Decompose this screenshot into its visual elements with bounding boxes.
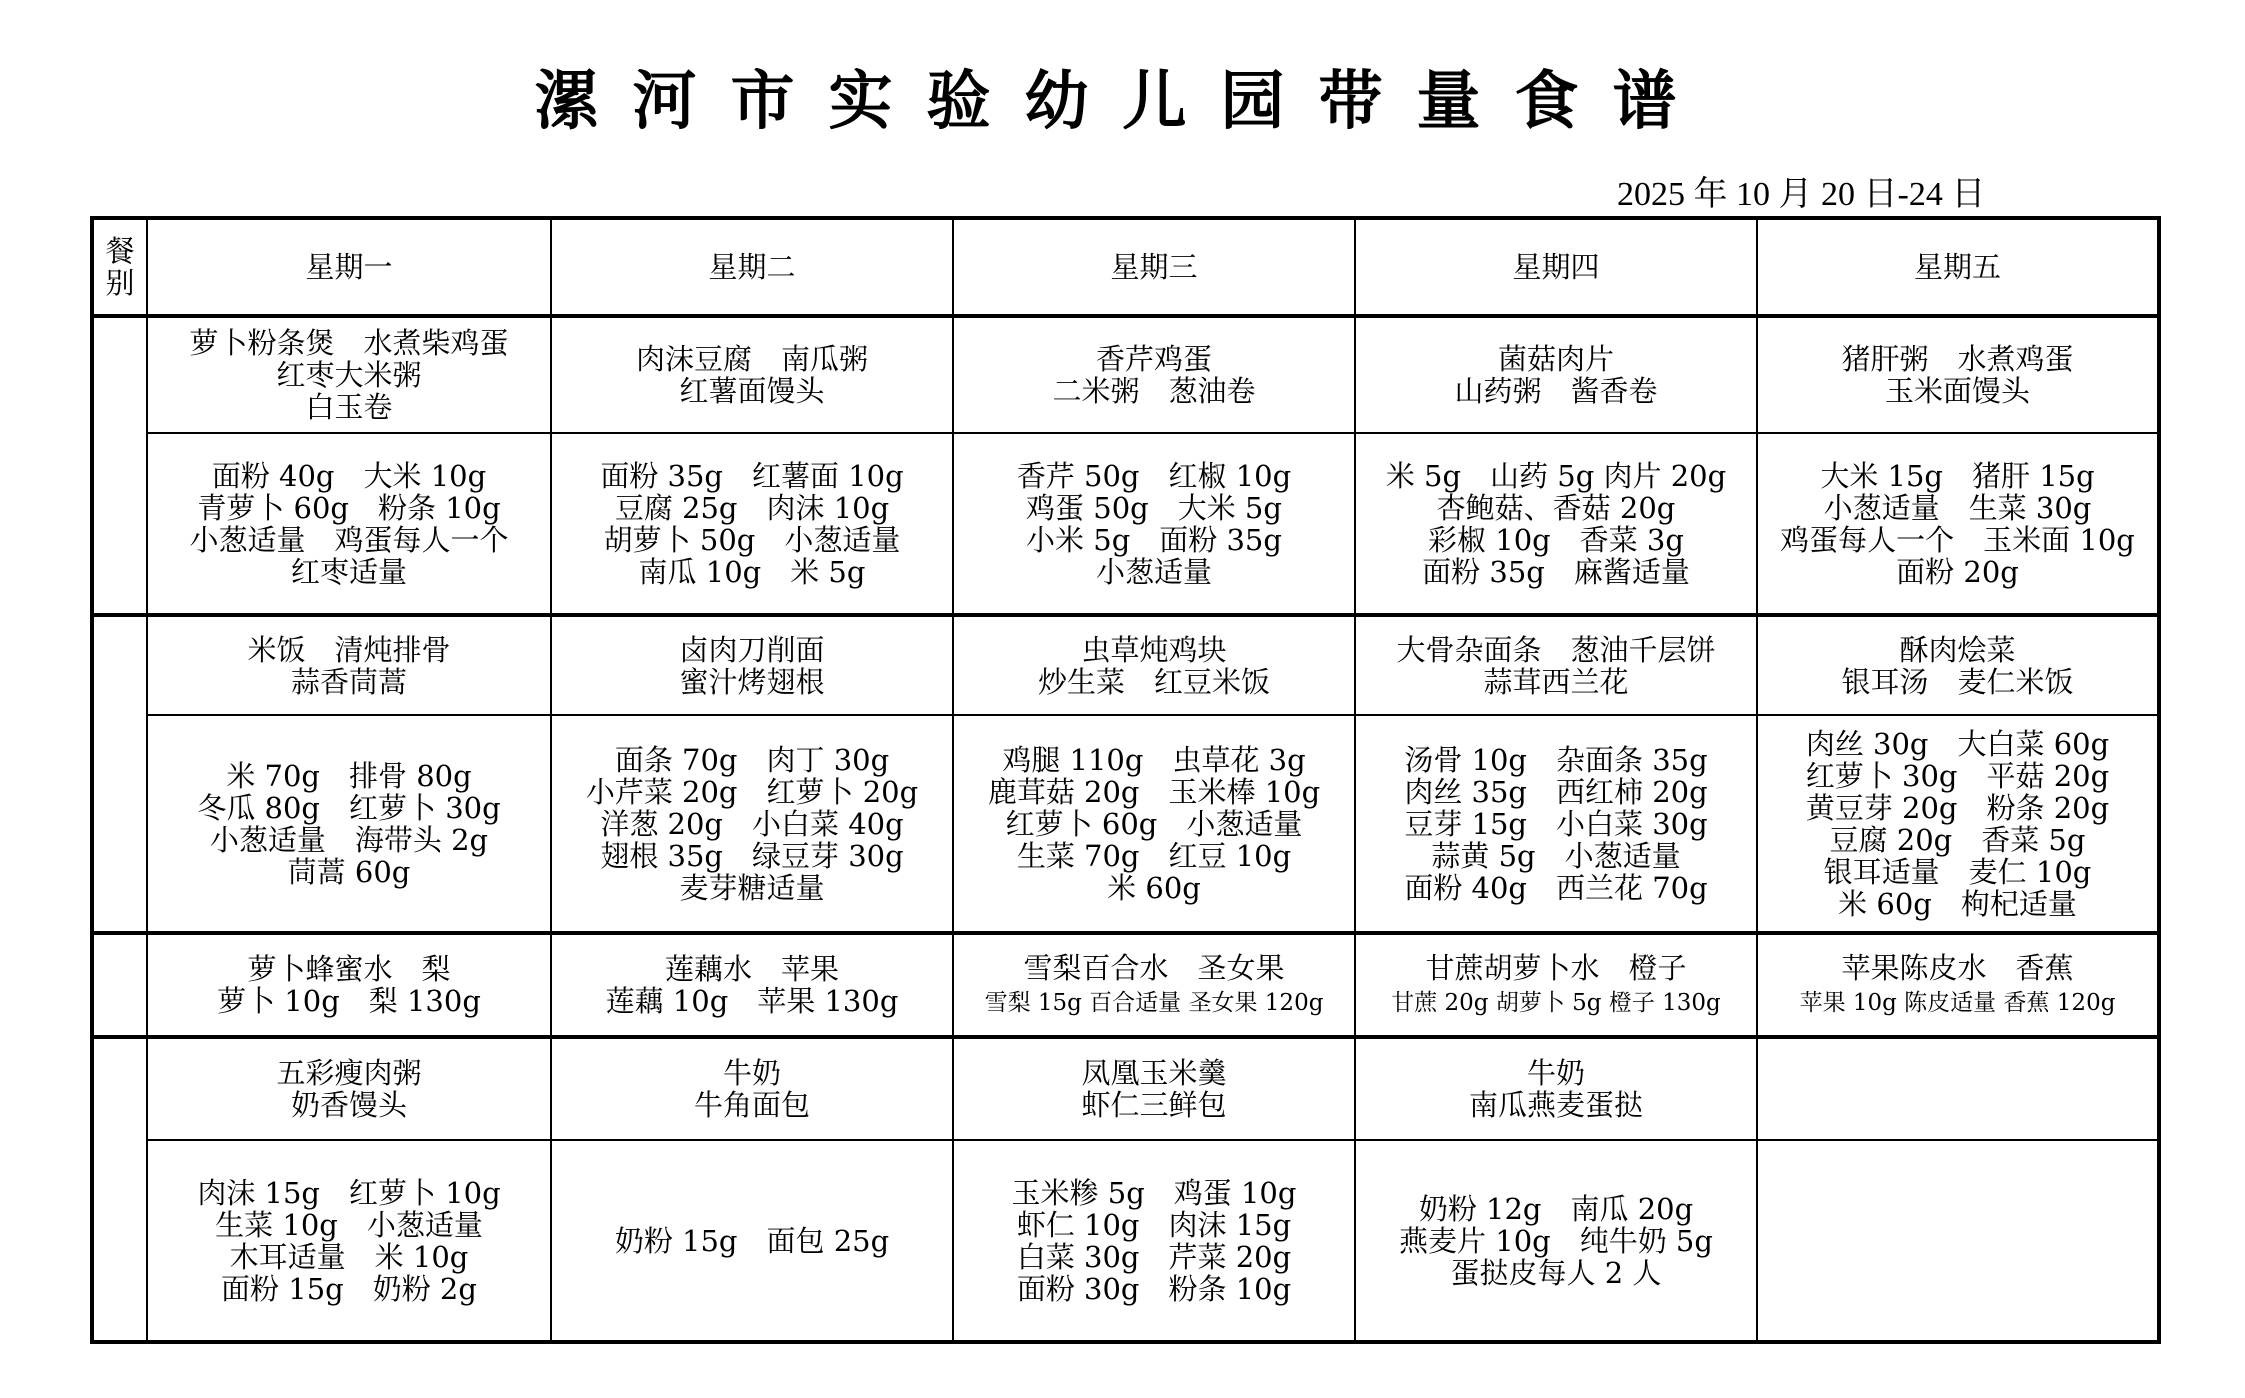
- snack-meal-label: [92, 933, 147, 1037]
- breakfast-ingredients-tue: 面粉 35g 红薯面 10g 豆腐 25g 肉沫 10g 胡萝卜 50g 小葱适量 南瓜 10g 米 5g: [551, 433, 953, 615]
- breakfast-ingredients-wed: 香芹 50g 红椒 10g 鸡蛋 50g 大米 5g 小米 5g 面粉 35g 小葱适量: [953, 433, 1355, 615]
- dinner-dish-row: [92, 1037, 2159, 1140]
- snack-dish: 苹果陈皮水 香蕉: [1841, 950, 2074, 985]
- lunch-dish-row: [92, 615, 2159, 715]
- breakfast-dish-tue: 肉沫豆腐 南瓜粥 红薯面馒头: [551, 316, 953, 433]
- snack-ingredients: 甘蔗 20g 胡萝卜 5g 橙子 130g: [1391, 989, 1721, 1016]
- breakfast-ingredients-mon: 面粉 40g 大米 10g 青萝卜 60g 粉条 10g 小葱适量 鸡蛋每人一个 红枣适量: [147, 433, 551, 615]
- lunch-dish-tue: 卤肉刀削面 蜜汁烤翅根: [551, 615, 953, 715]
- snack-cell-fri: [1757, 933, 2159, 1037]
- dinner-ingredients-fri: [1757, 1140, 2159, 1342]
- snack-cell-mon: [147, 933, 551, 1037]
- meal-column-header: 餐 别: [92, 218, 147, 316]
- breakfast-meal-label: [92, 316, 147, 615]
- snack-ingredients: 苹果 10g 陈皮适量 香蕉 120g: [1799, 989, 2116, 1016]
- snack-dish: 雪梨百合水 圣女果: [1023, 950, 1285, 985]
- breakfast-dish-fri: 猪肝粥 水煮鸡蛋 玉米面馒头: [1757, 316, 2159, 433]
- day-header-wed: 星期三: [953, 218, 1355, 316]
- dinner-ingredients-thu: 奶粉 12g 南瓜 20g 燕麦片 10g 纯牛奶 5g 蛋挞皮每人 2 人: [1355, 1140, 1757, 1342]
- dinner-ingredients-mon: 肉沫 15g 红萝卜 10g 生菜 10g 小葱适量 木耳适量 米 10g 面粉 15g 奶粉 2g: [147, 1140, 551, 1342]
- snack-cell-thu: [1355, 933, 1757, 1037]
- dinner-dish-tue: 牛奶 牛角面包: [551, 1037, 953, 1140]
- lunch-dish-fri: 酥肉烩菜 银耳汤 麦仁米饭: [1757, 615, 2159, 715]
- breakfast-ingredient-row: [92, 433, 2159, 615]
- day-header-fri: 星期五: [1757, 218, 2159, 316]
- lunch-ingredients-mon: 米 70g 排骨 80g 冬瓜 80g 红萝卜 30g 小葱适量 海带头 2g 茼蒿 60g: [147, 715, 551, 933]
- breakfast-dish-mon: 萝卜粉条煲 水煮柴鸡蛋 红枣大米粥 白玉卷: [147, 316, 551, 433]
- lunch-dish-mon: 米饭 清炖排骨 蒜香茼蒿: [147, 615, 551, 715]
- dinner-meal-label: [92, 1037, 147, 1342]
- lunch-ingredients-thu: 汤骨 10g 杂面条 35g 肉丝 35g 西红柿 20g 豆芽 15g 小白菜 30g 蒜黄 5g 小葱适量 面粉 40g 西兰花 70g: [1355, 715, 1757, 933]
- dinner-ingredient-row: [92, 1140, 2159, 1342]
- snack-ingredients: 莲藕 10g 苹果 130g: [605, 984, 899, 1018]
- lunch-ingredients-fri: 肉丝 30g 大白菜 60g 红萝卜 30g 平菇 20g 黄豆芽 20g 粉条 20g 豆腐 20g 香菜 5g 银耳适量 麦仁 10g 米 60g 枸杞适量: [1757, 715, 2159, 933]
- snack-cell-tue: [551, 933, 953, 1037]
- breakfast-dish-row: [92, 316, 2159, 433]
- menu-table: [90, 216, 2161, 1344]
- day-header-mon: 星期一: [147, 218, 551, 316]
- breakfast-dish-thu: 菌菇肉片 山药粥 酱香卷: [1355, 316, 1757, 433]
- dinner-dish-thu: 牛奶 南瓜燕麦蛋挞: [1355, 1037, 1757, 1140]
- snack-ingredients: 雪梨 15g 百合适量 圣女果 120g: [984, 989, 1324, 1016]
- lunch-ingredients-tue: 面条 70g 肉丁 30g 小芹菜 20g 红萝卜 20g 洋葱 20g 小白菜 40g 翅根 35g 绿豆芽 30g 麦芽糖适量: [551, 715, 953, 933]
- dinner-dish-fri: [1757, 1037, 2159, 1140]
- lunch-dish-wed: 虫草炖鸡块 炒生菜 红豆米饭: [953, 615, 1355, 715]
- dinner-dish-mon: 五彩瘦肉粥 奶香馒头: [147, 1037, 551, 1140]
- day-header-thu: 星期四: [1355, 218, 1757, 316]
- dinner-dish-wed: 凤凰玉米羹 虾仁三鲜包: [953, 1037, 1355, 1140]
- snack-ingredients: 萝卜 10g 梨 130g: [217, 984, 481, 1018]
- header-row: [92, 218, 2159, 316]
- lunch-ingredients-wed: 鸡腿 110g 虫草花 3g 鹿茸菇 20g 玉米棒 10g 红萝卜 60g 小葱适量 生菜 70g 红豆 10g 米 60g: [953, 715, 1355, 933]
- snack-cell-wed: [953, 933, 1355, 1037]
- lunch-meal-label: [92, 615, 147, 933]
- lunch-ingredient-row: [92, 715, 2159, 933]
- breakfast-dish-wed: 香芹鸡蛋 二米粥 葱油卷: [953, 316, 1355, 433]
- snack-dish: 甘蔗胡萝卜水 橙子: [1425, 950, 1687, 985]
- breakfast-ingredients-fri: 大米 15g 猪肝 15g 小葱适量 生菜 30g 鸡蛋每人一个 玉米面 10g 面粉 20g: [1757, 433, 2159, 615]
- lunch-dish-thu: 大骨杂面条 葱油千层饼 蒜茸西兰花: [1355, 615, 1757, 715]
- dinner-ingredients-tue: 奶粉 15g 面包 25g: [551, 1140, 953, 1342]
- snack-row: [92, 933, 2159, 1037]
- snack-dish: 莲藕水 苹果: [664, 952, 839, 986]
- date-range: 2025 年 10 月 20 日-24 日: [1617, 176, 1986, 213]
- breakfast-ingredients-thu: 米 5g 山药 5g 肉片 20g 杏鲍菇、香菇 20g 彩椒 10g 香菜 3g 面粉 35g 麻酱适量: [1355, 433, 1757, 615]
- page-title: 漯河市实验幼儿园带量食谱: [534, 64, 1711, 139]
- dinner-ingredients-wed: 玉米糁 5g 鸡蛋 10g 虾仁 10g 肉沫 15g 白菜 30g 芹菜 20g 面粉 30g 粉条 10g: [953, 1140, 1355, 1342]
- snack-dish: 萝卜蜂蜜水 梨: [247, 952, 451, 986]
- day-header-tue: 星期二: [551, 218, 953, 316]
